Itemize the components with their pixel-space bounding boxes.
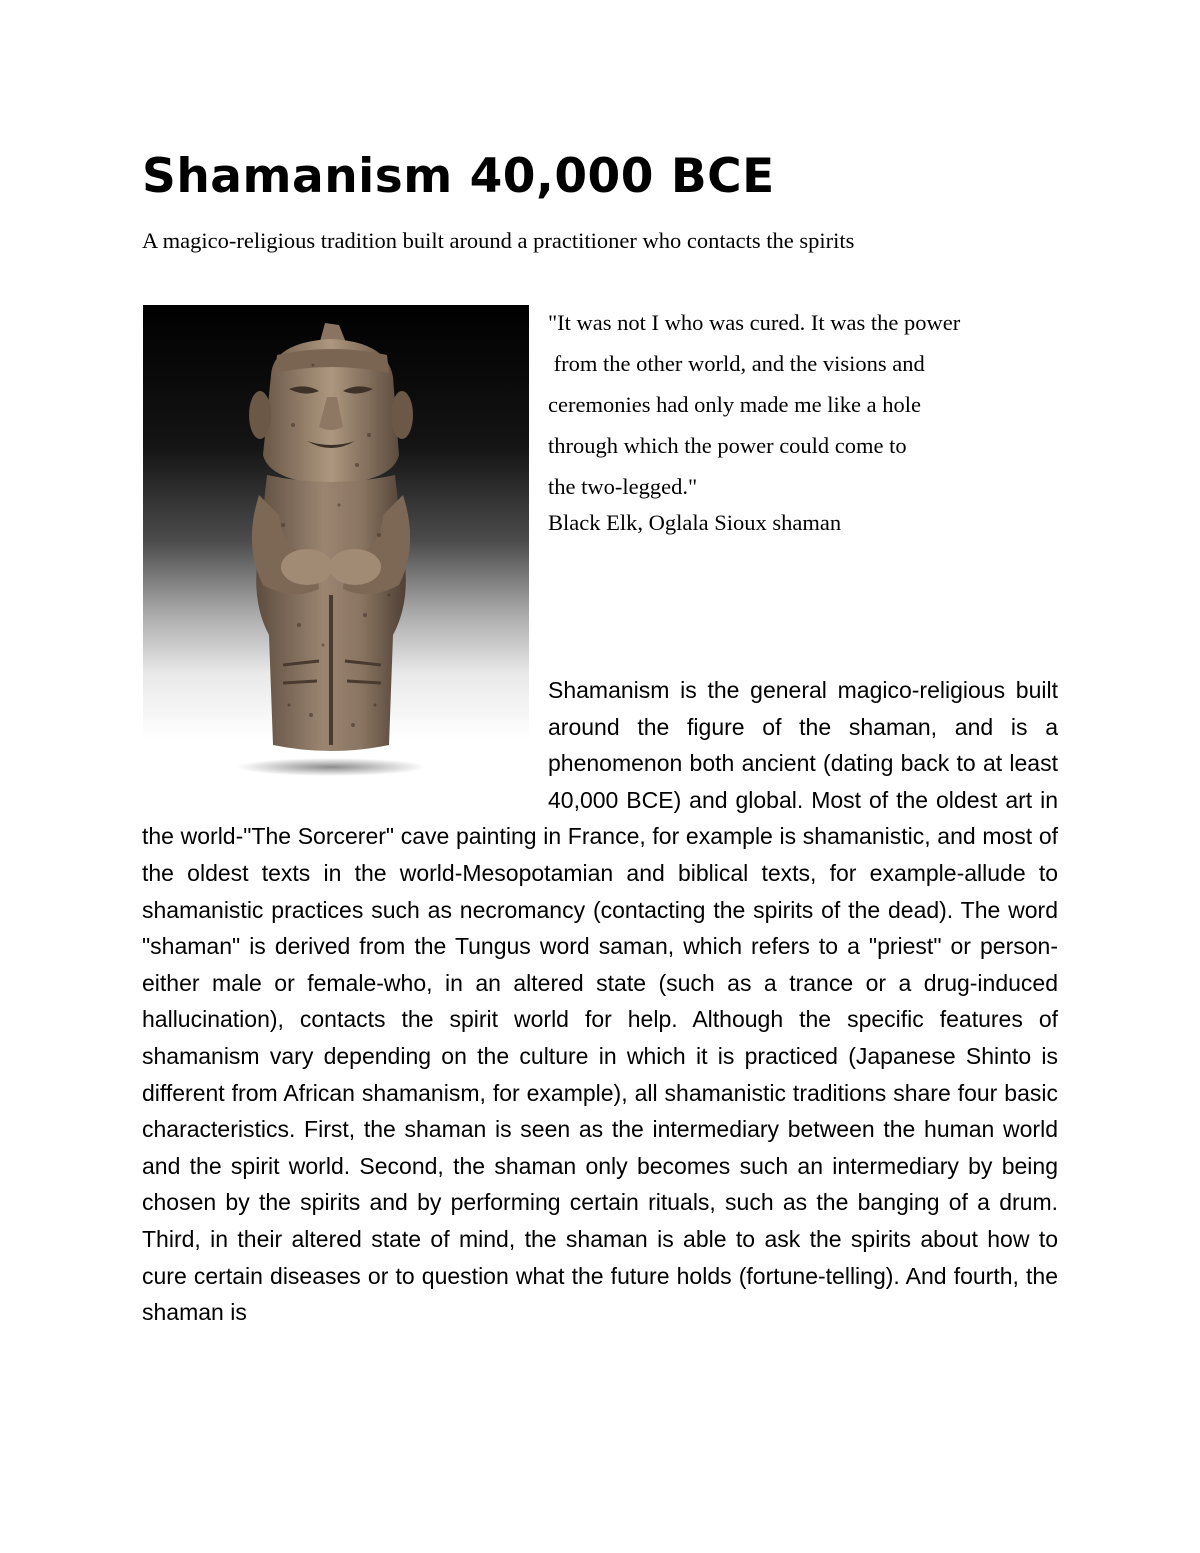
body-text-block <box>142 672 1058 1331</box>
quote-attribution: Black Elk, Oglala Sioux shaman <box>548 510 842 535</box>
quote-line: the two-legged." <box>548 474 698 499</box>
quote-block <box>548 305 1068 541</box>
quote-line: "It was not I who was cured. It was the power <box>548 310 961 335</box>
page-title: Shamanism 40,000 BCE <box>142 149 775 204</box>
page-subtitle: A magico-religious tradition built around a practitioner who contacts the spirits <box>142 228 855 253</box>
image-wrap-spacer <box>142 672 548 818</box>
quote-line: from the other world, and the visions and <box>548 351 925 376</box>
quote-line: through which the power could come to <box>548 433 907 458</box>
body-paragraph: Shamanism is the general magico-religious built around the figure of the shaman, and is a phenomenon both ancient (dating back to at least 40,000 BCE) and global. Most of the oldest art in the world-"The Sorcerer" cave painting in France, for example is shamanistic, and most of the oldest texts in the world-Mesopotamian and biblical texts, for example-allude to shamanistic practices such as necromancy (contacting the spirits of the dead). The word "shaman" is derived from the Tungus word saman, which refers to a "priest" or person-either male or female-who, in an altered state (such as a trance or a drug-induced hallucination), contacts the spirit world for help. Although the specific features of shamanism vary depending on the culture in which it is practiced (Japanese Shinto is different from African shamanism, for example), all shamanistic traditions share four basic characteristics. First, the shaman is seen as the intermediary between the human world and the spirit world. Second, the shaman only becomes such an intermediary by being chosen by the spirits and by performing certain rituals, such as the banging of a drum. Third, in their altered state of mind, the shaman is able to ask the spirits about how to cure certain diseases or to question what the future holds (fortune-telling). And fourth, the shaman is <box>142 677 1058 1326</box>
quote-line: ceremonies had only made me like a hole <box>548 392 921 417</box>
